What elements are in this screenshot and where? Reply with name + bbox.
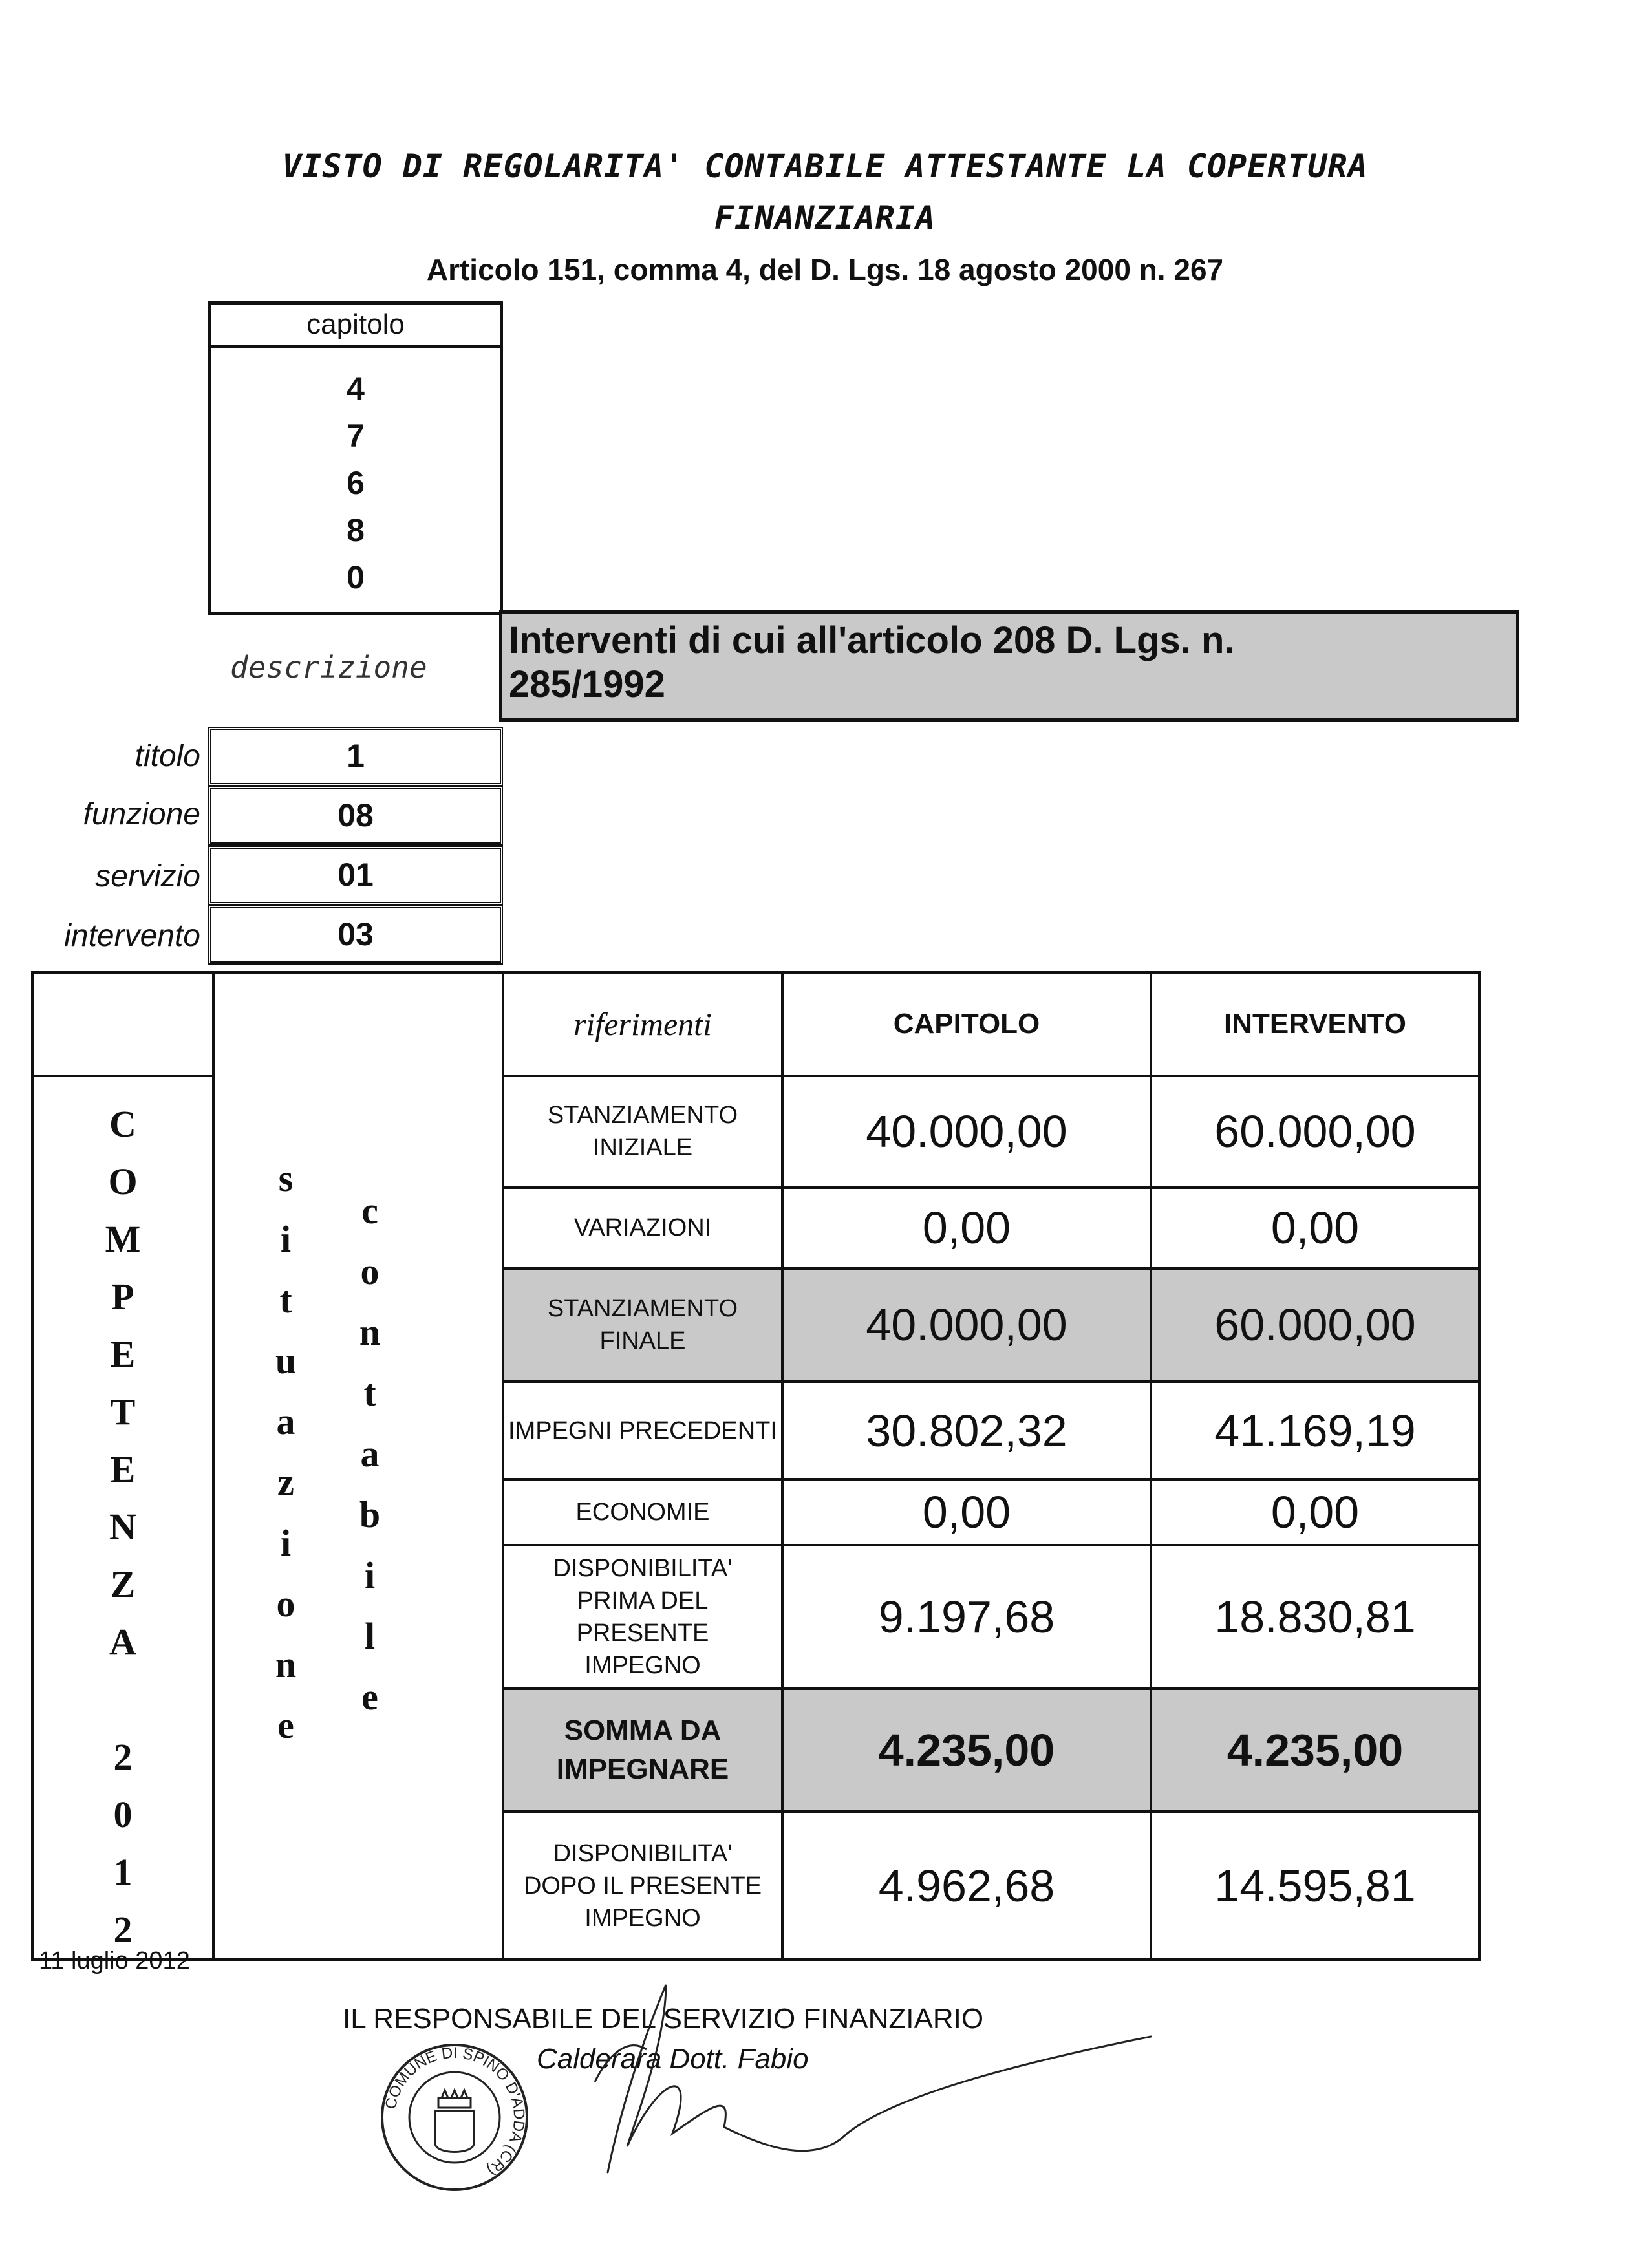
vertical-letter: t	[279, 1279, 292, 1321]
vertical-letter: i	[280, 1218, 292, 1260]
descrizione-line1: Interventi di cui all'articolo 208 D. Lgs. n.	[509, 619, 1235, 661]
capitolo-digit: 7	[347, 418, 365, 454]
servizio-value: 01	[208, 846, 503, 905]
row-capitolo-value: 40.000,00	[782, 1076, 1151, 1188]
vertical-letter: n	[275, 1643, 297, 1685]
handwritten-signature-icon	[569, 1978, 1177, 2185]
vertical-letter	[34, 1671, 212, 1728]
row-label: VARIAZIONI	[503, 1188, 782, 1268]
document-subtitle: Articolo 151, comma 4, del D. Lgs. 18 agosto 2000 n. 267	[426, 253, 1224, 286]
vertical-letter: n	[359, 1311, 381, 1353]
row-intervento-value: 14.595,81	[1151, 1812, 1479, 1960]
signatory-role: IL RESPONSABILE DEL SERVIZIO FINANZIARIO	[343, 2003, 984, 2035]
vertical-letter: u	[275, 1340, 297, 1382]
vertical-letter: E	[110, 1448, 136, 1490]
vertical-letter: 2	[113, 1909, 133, 1951]
servizio-label: servizio	[95, 859, 200, 893]
vertical-letter: O	[108, 1161, 138, 1203]
vertical-letter: o	[360, 1250, 380, 1292]
row-intervento-value: 60.000,00	[1151, 1268, 1479, 1382]
vertical-letter: s	[278, 1157, 294, 1199]
vertical-letter: c	[361, 1190, 378, 1232]
vertical-letter: e	[361, 1676, 378, 1718]
capitolo-number-box	[208, 345, 503, 615]
signatory-name: Calderara Dott. Fabio	[537, 2043, 809, 2075]
riferimenti-header: riferimenti	[503, 972, 782, 1076]
document-title-line2: FINANZIARIA	[714, 199, 936, 237]
vertical-letter: z	[277, 1461, 294, 1503]
situazione-contabile-table	[31, 971, 1481, 1961]
empty-corner-cell	[32, 972, 213, 1076]
vertical-letter: C	[109, 1103, 136, 1145]
row-capitolo-value: 40.000,00	[782, 1268, 1151, 1382]
capitolo-label: capitolo	[208, 301, 503, 348]
row-capitolo-value: 0,00	[782, 1479, 1151, 1545]
vertical-letter: A	[109, 1621, 136, 1663]
capitolo-digit: 8	[347, 512, 365, 548]
vertical-letter: a	[276, 1400, 295, 1442]
vertical-letter: Z	[110, 1563, 136, 1605]
row-label: DISPONIBILITA' DOPO IL PRESENTE IMPEGNO	[503, 1812, 782, 1960]
titolo-value: 1	[208, 727, 503, 786]
vertical-letter: P	[111, 1276, 134, 1318]
competenza-cell	[32, 1076, 213, 1960]
vertical-letter: l	[364, 1615, 376, 1657]
vertical-letter: 0	[113, 1793, 133, 1835]
row-label: STANZIAMENTO INIZIALE	[503, 1076, 782, 1188]
funzione-label: funzione	[83, 797, 200, 831]
row-capitolo-value: 4.235,00	[782, 1689, 1151, 1812]
vertical-letter: a	[360, 1433, 380, 1475]
intervento-value: 03	[208, 905, 503, 965]
vertical-letter: b	[359, 1493, 381, 1535]
capitolo-digit: 4	[347, 370, 365, 407]
row-label: STANZIAMENTO FINALE	[503, 1268, 782, 1382]
svg-text:COMUNE DI SPINO D'ADDA (CR): COMUNE DI SPINO D'ADDA (CR)	[381, 2044, 528, 2179]
vertical-letter: M	[105, 1218, 141, 1260]
row-intervento-value: 0,00	[1151, 1479, 1479, 1545]
funzione-value: 08	[208, 786, 503, 846]
row-capitolo-value: 4.962,68	[782, 1812, 1151, 1960]
vertical-letter: o	[276, 1583, 295, 1625]
descrizione-label: descrizione	[230, 650, 427, 685]
row-intervento-value: 18.830,81	[1151, 1545, 1479, 1689]
capitolo-column-header: CAPITOLO	[782, 972, 1151, 1076]
municipal-stamp-icon	[374, 2037, 535, 2198]
row-capitolo-value: 30.802,32	[782, 1382, 1151, 1479]
row-capitolo-value: 9.197,68	[782, 1545, 1151, 1689]
vertical-letter: T	[110, 1391, 136, 1433]
situazione-contabile-cell	[213, 972, 503, 1960]
descrizione-box	[499, 610, 1519, 722]
intervento-label: intervento	[64, 919, 200, 953]
vertical-letter: t	[363, 1372, 376, 1414]
row-intervento-value: 41.169,19	[1151, 1382, 1479, 1479]
situazione-vertical	[266, 1148, 305, 1756]
titolo-label: titolo	[134, 739, 200, 773]
capitolo-digit: 6	[347, 465, 365, 501]
row-label: SOMMA DA IMPEGNARE	[503, 1689, 782, 1812]
vertical-letter: 2	[113, 1736, 133, 1778]
row-intervento-value: 60.000,00	[1151, 1076, 1479, 1188]
vertical-letter: N	[109, 1506, 136, 1548]
row-intervento-value: 0,00	[1151, 1188, 1479, 1268]
row-label: IMPEGNI PRECEDENTI	[503, 1382, 782, 1479]
intervento-column-header: INTERVENTO	[1151, 972, 1479, 1076]
vertical-letter: 1	[113, 1851, 133, 1893]
contabile-vertical	[350, 1181, 389, 1728]
vertical-letter: i	[364, 1554, 376, 1596]
document-date: 11 luglio 2012	[39, 1947, 190, 1974]
row-label: ECONOMIE	[503, 1479, 782, 1545]
document-title-line1: VISTO DI REGOLARITA' CONTABILE ATTESTANTE LA COPERTURA	[282, 147, 1368, 185]
vertical-letter: i	[280, 1522, 292, 1564]
descrizione-line2: 285/1992	[509, 663, 665, 705]
competenza-vertical	[34, 1077, 212, 1958]
row-capitolo-value: 0,00	[782, 1188, 1151, 1268]
row-label: DISPONIBILITA' PRIMA DEL PRESENTE IMPEGNO	[503, 1545, 782, 1689]
vertical-letter: E	[110, 1333, 136, 1375]
vertical-letter: e	[277, 1704, 294, 1746]
capitolo-digit: 0	[347, 559, 365, 595]
row-intervento-value: 4.235,00	[1151, 1689, 1479, 1812]
